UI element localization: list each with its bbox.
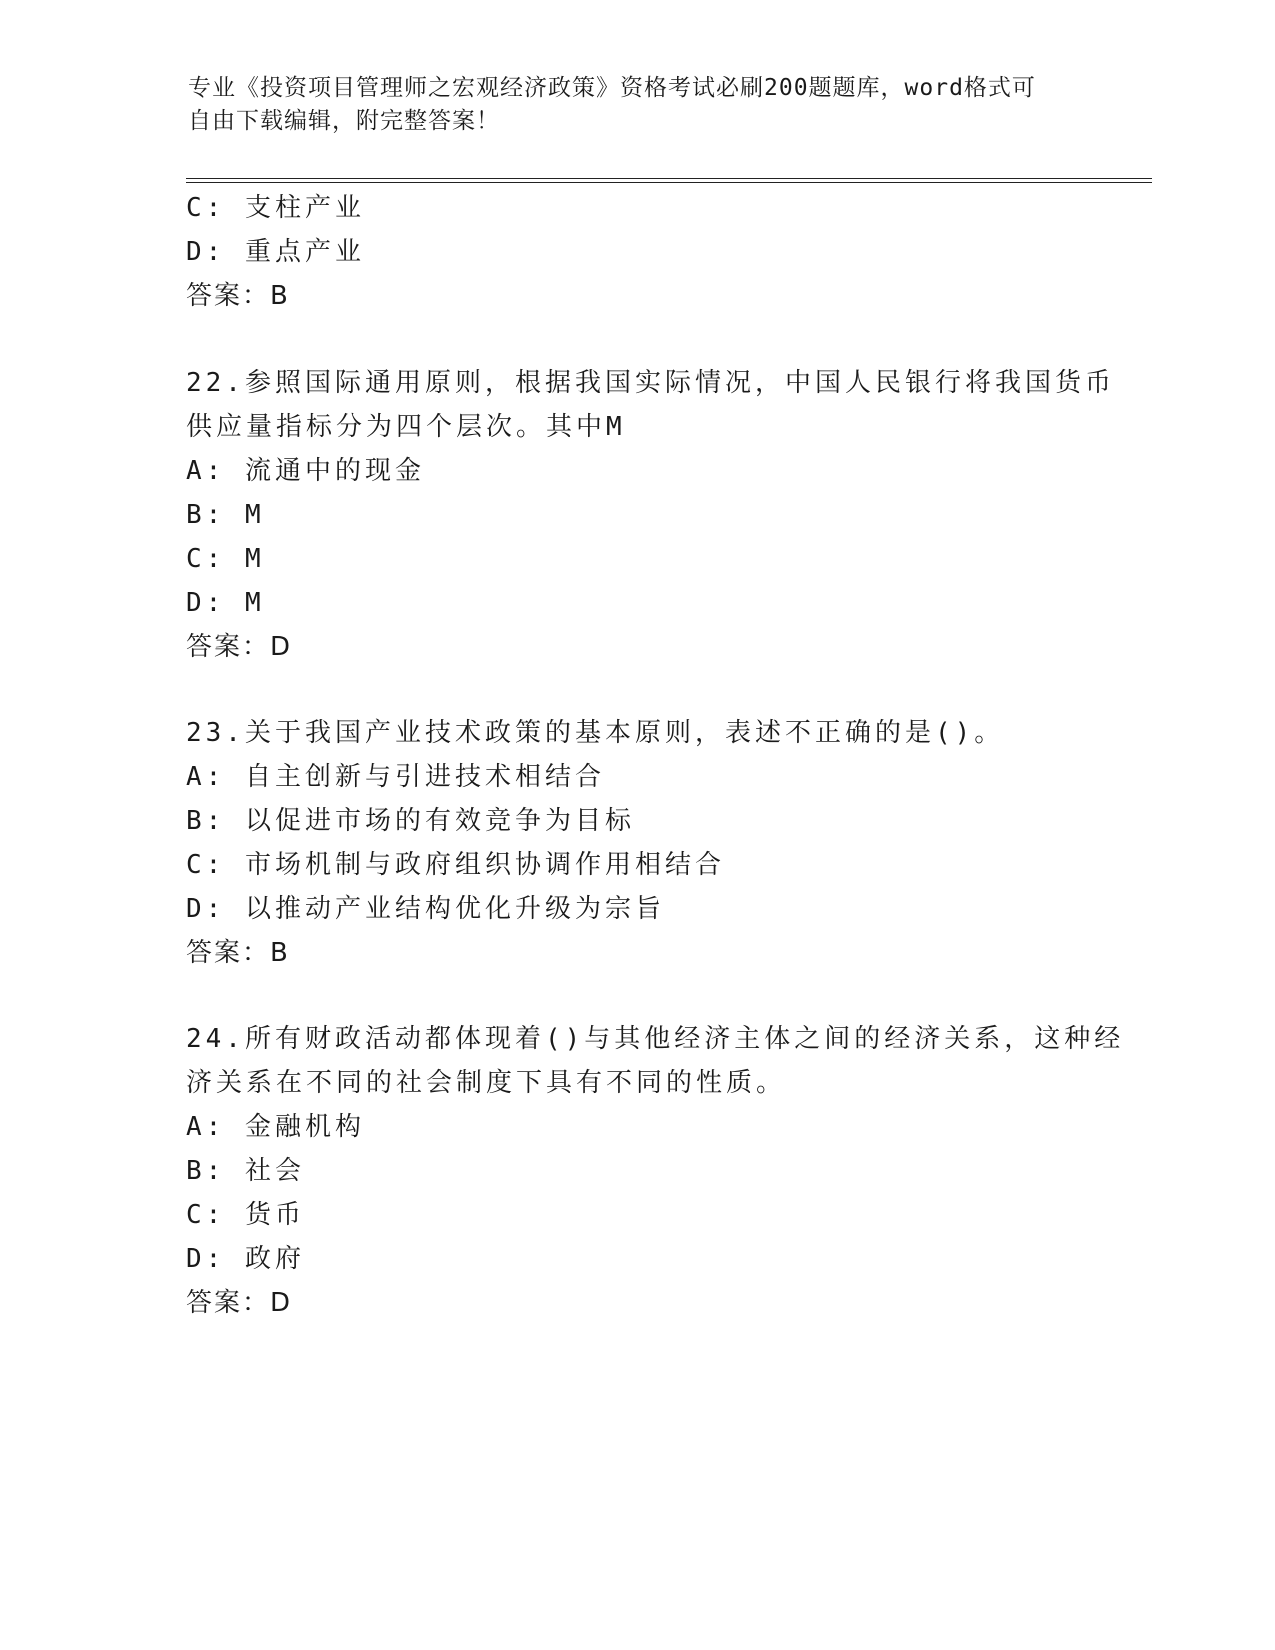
q24-option-d: D: 政府	[186, 1244, 305, 1274]
q21-option-c: C: 支柱产业	[186, 193, 365, 223]
q22-stem-line-2: 供应量指标分为四个层次。其中M	[186, 412, 626, 442]
q24-option-c: C: 货币	[186, 1200, 305, 1230]
q22-option-b: B: M	[186, 500, 265, 530]
q22-stem-line-1: 22.参照国际通用原则，根据我国实际情况，中国人民银行将我国货币	[186, 368, 1115, 398]
header-line-2: 自由下载编辑，附完整答案！	[188, 108, 500, 134]
document-header	[188, 72, 1088, 138]
q23-option-d: D: 以推动产业结构优化升级为宗旨	[186, 894, 665, 924]
q24-stem-line-2: 济关系在不同的社会制度下具有不同的性质。	[186, 1068, 787, 1098]
q22-answer: 答案：D	[186, 632, 293, 662]
header-divider-top	[186, 178, 1152, 179]
q24-stem-line-1: 24.所有财政活动都体现着()与其他经济主体之间的经济关系，这种经	[186, 1024, 1125, 1054]
q24-option-a: A: 金融机构	[186, 1112, 365, 1142]
q23-option-c: C: 市场机制与政府组织协调作用相结合	[186, 850, 725, 880]
q22-option-a: A: 流通中的现金	[186, 456, 425, 486]
q22-option-d: D: M	[186, 588, 265, 618]
q23-stem-line-1: 23.关于我国产业技术政策的基本原则，表述不正确的是()。	[186, 718, 1005, 748]
header-line-1: 专业《投资项目管理师之宏观经济政策》资格考试必刷200题题库，word格式可	[188, 75, 1036, 101]
q24-option-b: B: 社会	[186, 1156, 305, 1186]
q23-option-a: A: 自主创新与引进技术相结合	[186, 762, 605, 792]
q22-option-c: C: M	[186, 544, 265, 574]
q21-answer: 答案：B	[186, 281, 290, 311]
q24-answer: 答案：D	[186, 1288, 293, 1318]
header-divider-bottom	[186, 182, 1152, 183]
q21-option-d: D: 重点产业	[186, 237, 365, 267]
q23-option-b: B: 以促进市场的有效竞争为目标	[186, 806, 635, 836]
q23-answer: 答案：B	[186, 938, 290, 968]
